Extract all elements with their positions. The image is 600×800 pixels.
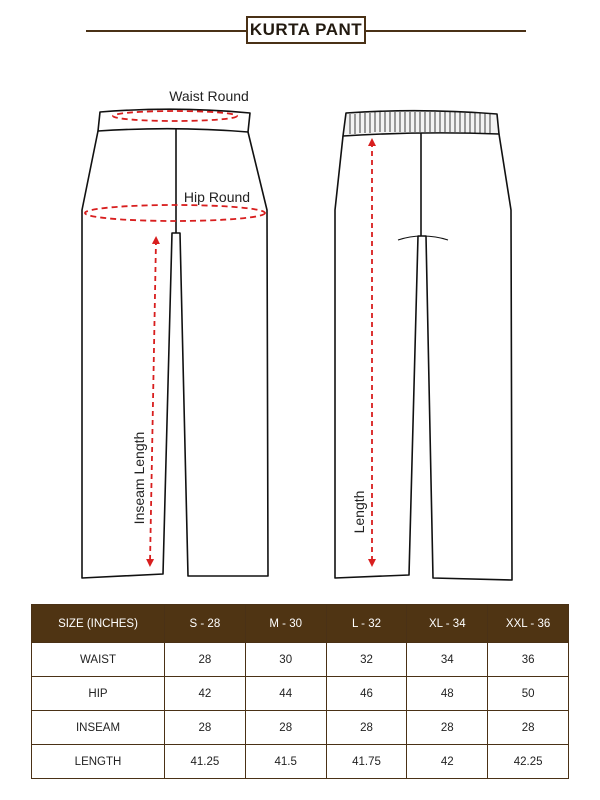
table-cell: 28	[326, 711, 407, 745]
table-cell: LENGTH	[32, 745, 165, 779]
table-cell: 42	[407, 745, 488, 779]
table-cell: 44	[245, 677, 326, 711]
table-cell: 36	[488, 643, 569, 677]
table-cell: 41.5	[245, 745, 326, 779]
front-pant-outline	[82, 109, 268, 578]
table-cell: 28	[245, 711, 326, 745]
table-cell: 28	[165, 711, 246, 745]
table-cell: 42	[165, 677, 246, 711]
table-row-waist	[32, 643, 569, 677]
inseam-arrow	[150, 240, 156, 563]
table-cell: 34	[407, 643, 488, 677]
header-cell: M - 30	[245, 605, 326, 643]
table-row-length	[32, 745, 569, 779]
hip-round-measure	[85, 205, 265, 221]
table-cell: 28	[488, 711, 569, 745]
header-cell: XXL - 36	[488, 605, 569, 643]
hip-round-label: Hip Round	[183, 189, 251, 205]
header-cell: XL - 34	[407, 605, 488, 643]
table-cell: 41.25	[165, 745, 246, 779]
table-cell: WAIST	[32, 643, 165, 677]
header-cell: S - 28	[165, 605, 246, 643]
table-cell: 41.75	[326, 745, 407, 779]
table-cell: 48	[407, 677, 488, 711]
table-cell: 46	[326, 677, 407, 711]
length-label: Length	[351, 490, 367, 534]
table-cell: 42.25	[488, 745, 569, 779]
table-cell: 50	[488, 677, 569, 711]
table-row-hip	[32, 677, 569, 711]
table-cell: 32	[326, 643, 407, 677]
header-cell: SIZE (INCHES)	[32, 605, 165, 643]
table-cell: 28	[165, 643, 246, 677]
inseam-length-label: Inseam Length	[131, 431, 147, 525]
waist-round-label: Waist Round	[169, 88, 249, 104]
page-title: KURTA PANT	[246, 16, 366, 44]
header-cell: L - 32	[326, 605, 407, 643]
table-cell: 30	[245, 643, 326, 677]
waist-round-measure	[113, 111, 237, 121]
size-chart-table	[31, 604, 569, 779]
table-row-inseam	[32, 711, 569, 745]
table-cell: INSEAM	[32, 711, 165, 745]
table-cell: 28	[407, 711, 488, 745]
table-header-row	[32, 605, 569, 643]
table-cell: HIP	[32, 677, 165, 711]
